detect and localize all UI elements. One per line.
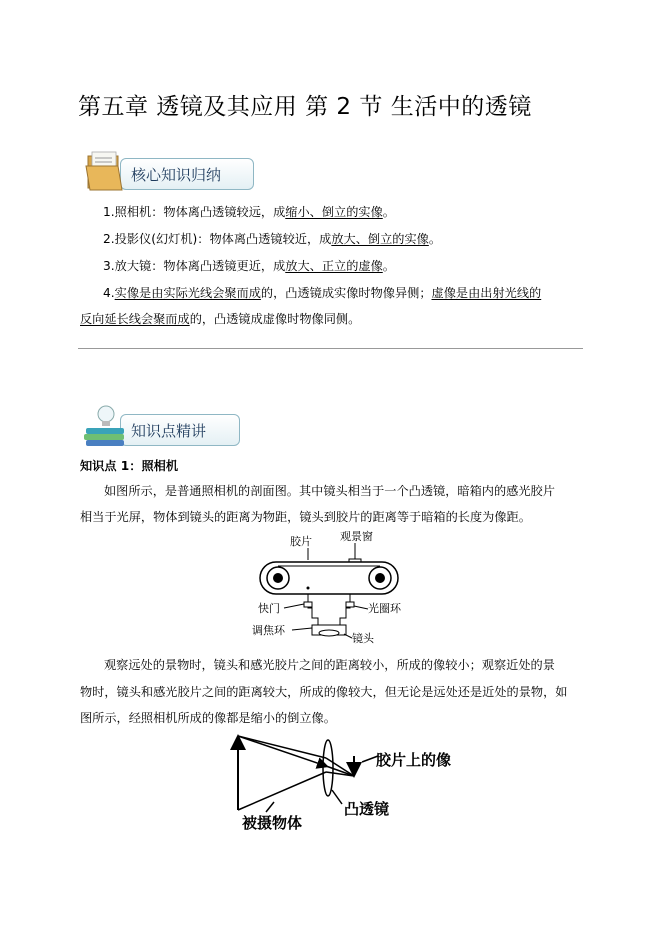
summary-line-1 [103,203,395,221]
banner-label: 核心知识归纳 [120,158,254,190]
paragraph-2-line-3: 图所示，经照相机所成的像都是缩小的倒立像。 [80,711,336,725]
summary-4-mid: 的，凸透镜成实像时物像异侧； [260,286,432,300]
paragraph-1-line-2: 相当于光屏，物体到镜头的距离为物距，镜头到胶片的距离等于暗箱的长度为像距。 [80,510,531,524]
section-heading: 知识点 1：照相机 [80,459,179,473]
summary-4-key2: 虚像是由出射光线的 [431,286,542,300]
label-convex-lens: 凸透镜 [344,800,390,818]
books-bulb-icon [82,402,130,450]
label-lens: 镜头 [352,632,374,645]
paragraph-1-line-1: 如图所示，是普通照相机的剖面图。其中镜头相当于一个凸透镜，暗箱内的感光胶片 [104,484,555,498]
label-subject: 被摄物体 [242,814,303,832]
summary-2-key: 放大、倒立的实像 [331,232,429,246]
banner-label: 知识点精讲 [120,414,240,446]
camera-imaging-figure [226,728,466,834]
summary-1-key: 缩小、倒立的实像 [285,205,383,219]
folder-icon [82,146,130,194]
label-focus-ring: 调焦环 [252,624,285,637]
page-title: 第五章 透镜及其应用 第 2 节 生活中的透镜 [78,94,532,120]
summary-3-key: 放大、正立的虚像 [285,259,383,273]
label-film: 胶片 [290,535,312,548]
paragraph-2-line-1: 观察远处的景物时，镜头和感光胶片之间的距离较小，所成的像较小；观察近处的景 [104,658,555,672]
summary-3-text: 3.放大镜：物体离凸透镜更近，成 [103,259,286,273]
label-aperture: 光圈环 [368,602,401,615]
summary-4-num: 4. [103,286,115,300]
label-image-on-film: 胶片上的像 [376,751,452,769]
summary-2-end: 。 [428,232,442,246]
summary-line-5 [80,310,360,328]
summary-2-text: 2.投影仪(幻灯机)：物体离凸透镜较近，成 [103,232,332,246]
summary-4-key1: 实像是由实际光线会聚而成 [114,286,261,300]
summary-5-end: 的，凸透镜成虚像时物像同侧。 [189,312,361,326]
knowledge-points-banner [82,408,262,448]
summary-1-end: 。 [382,205,395,219]
summary-5-key: 反向延长线会聚而成 [80,312,190,326]
summary-3-end: 。 [382,259,395,273]
paragraph-2-line-2: 物时，镜头和感光胶片之间的距离较大，所成的像较大，但无论是远处还是近处的景物，如 [80,685,568,699]
label-viewfinder: 观景窗 [340,530,373,543]
summary-line-3 [103,257,395,275]
summary-line-4 [103,284,541,302]
summary-line-2 [103,230,441,248]
label-shutter: 快门 [258,602,280,615]
section-divider [78,348,583,349]
summary-1-text: 1.照相机：物体离凸透镜较远，成 [103,205,286,219]
core-knowledge-banner [82,152,262,192]
camera-cross-section-figure [248,530,418,646]
